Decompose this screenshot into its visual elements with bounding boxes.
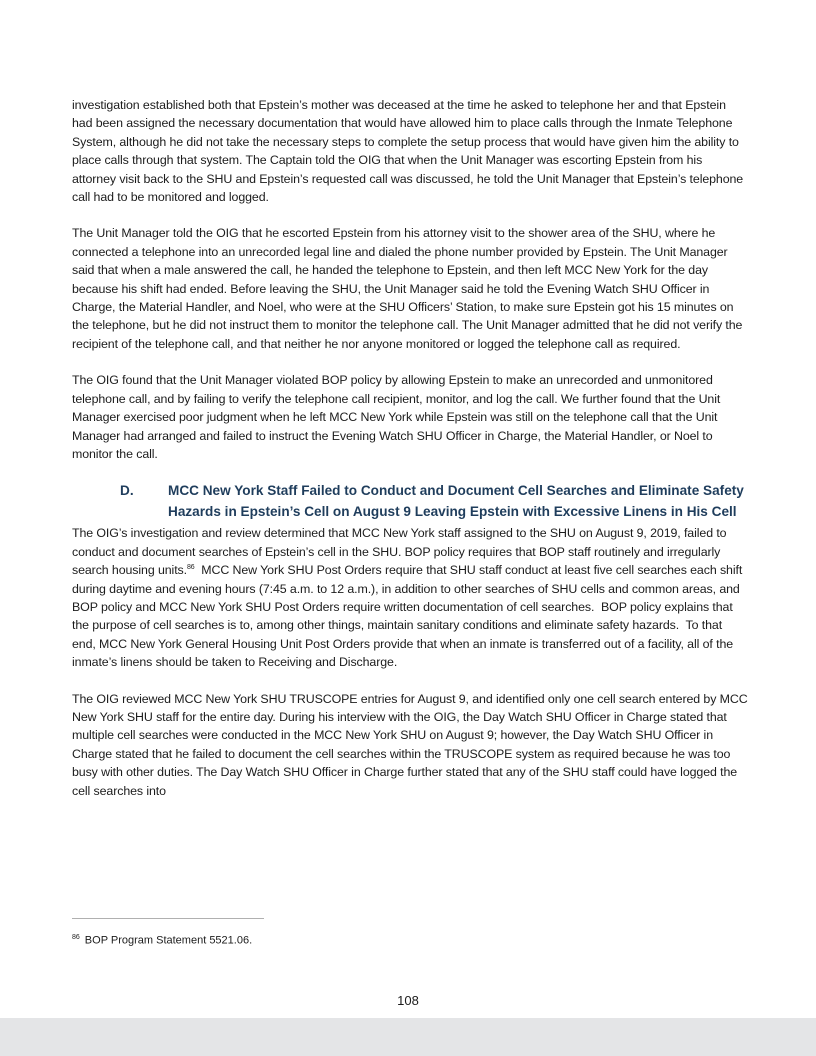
section-title: MCC New York Staff Failed to Conduct and Document Cell Searches and Eliminate Safety Hazards in Epstein’s Cell on August 9 Leaving Epstein with Excessive Linens in His Cell — [168, 483, 744, 519]
paragraph-text-before-footnote: The OIG’s investigation and review determined that MCC New York staff assigned to the SHU on August 9, 2019, failed to conduct and document searches of Epstein’s cell in the SHU. BOP policy requires that BOP staff routinely and irregularly search housing units. — [72, 526, 727, 578]
page-number: 108 — [397, 993, 419, 1008]
paragraph-captain-statement: investigation established both that Epstein’s mother was deceased at the time he asked to telephone her and that Epstein had been assigned the necessary documentation that would have allowed him to place calls through the Inmate Telephone System, although he did not take the necessary steps to complete the setup process that would have given him the ability to place calls through that system. The Captain told the OIG that when the Unit Manager was escorting Epstein from his attorney visit back to the SHU and Epstein’s requested call was discussed, he told the Unit Manager that Epstein’s telephone call had to be monitored and logged. — [72, 98, 744, 205]
section-heading-d — [72, 481, 748, 522]
footnote-number: 86 — [72, 934, 80, 941]
footnote-divider — [72, 918, 264, 919]
paragraph-text-after-footnote: MCC New York SHU Post Orders require that SHU staff conduct at least five cell searches each shift during daytime and evening hours (7:45 a.m. to 12 a.m.), in addition to other searches of SHU cells and common areas, and BOP policy and MCC New York SHU Post Orders require written documentation of cell searches. BOP policy explains that the purpose of cell searches is to, among other things, maintain sanitary conditions and eliminate safety hazards. To that end, MCC New York General Housing Unit Post Orders provide that when an inmate is transferred out of a facility, all of the inmate’s linens should be taken to Receiving and Discharge. — [72, 563, 746, 670]
footnote-text: BOP Program Statement 5521.06. — [84, 934, 253, 947]
page-content — [72, 96, 748, 800]
paragraph-cell-searches — [72, 524, 748, 671]
paragraph-oig-finding: The OIG found that the Unit Manager violated BOP policy by allowing Epstein to make an unrecorded and unmonitored telephone call, and by failing to verify the telephone call recipient, monitor, and log the call. We further found that the Unit Manager exercised poor judgment when he left MCC New York while Epstein was still on the telephone call that the Unit Manager had arranged and failed to instruct the Evening Watch SHU Officer in Charge, the Material Handler, or Noel to monitor the call. — [72, 373, 721, 461]
viewer-page-gap — [0, 1018, 816, 1056]
footnote-reference-86[interactable]: 86 — [187, 564, 195, 571]
paragraph-truscope-review: The OIG reviewed MCC New York SHU TRUSCOPE entries for August 9, and identified only one cell search entered by MCC New York SHU staff for the entire day. During his interview with the OIG, the Day Watch SHU Officer in Charge stated that multiple cell searches were conducted in the MCC New York SHU on August 9; however, the Day Watch SHU Officer in Charge stated that he failed to document the cell searches within the TRUSCOPE system as required because he was too busy with other duties. The Day Watch SHU Officer in Charge further stated that any of the SHU staff could have logged the cell searches into — [72, 691, 748, 798]
section-letter: D. — [120, 483, 134, 499]
paragraph-unit-manager-statement: The Unit Manager told the OIG that he escorted Epstein from his attorney visit to the shower area of the SHU, where he connected a telephone into an unrecorded legal line and dialed the phone number provided by Epstein. The Unit Manager said that when a male answered the call, he handed the telephone to Epstein, and then left MCC New York for the day because his shift had ended. Before leaving the SHU, the Unit Manager said he told the Evening Watch SHU Officer in Charge, the Material Handler, and Noel, who were at the SHU Officers’ Station, to make sure Epstein got his 15 minutes on the telephone, but he did not instruct them to monitor the telephone call. The Unit Manager admitted that he did not verify the recipient of the telephone call, and that neither he nor anyone monitored or logged the telephone call as required. — [72, 226, 743, 351]
footnote-86 — [72, 934, 252, 947]
